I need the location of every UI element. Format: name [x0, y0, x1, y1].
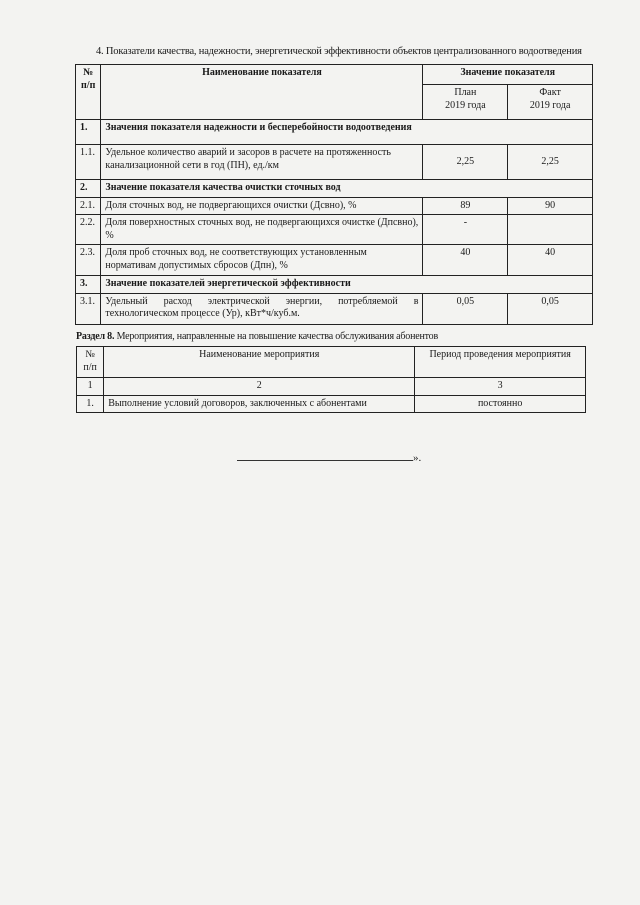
measure-name: Выполнение условий договоров, заключенных с абонентами: [104, 395, 415, 413]
plan-label: План: [454, 87, 477, 98]
table-row: [76, 245, 593, 276]
table-row: [76, 293, 593, 324]
row-num: 2.1.: [76, 197, 101, 215]
table-row: [76, 145, 593, 180]
section-title: Значение показателя качества очистки сточных вод: [101, 180, 593, 198]
fact-value: [508, 215, 593, 245]
row-num: 3.1.: [76, 293, 101, 324]
row-num: 1.: [77, 395, 104, 413]
indicator-name: Доля сточных вод, не подвергающихся очистки (Дсвно), %: [101, 197, 423, 215]
section-row-2: [76, 180, 593, 198]
plan-value: 40: [423, 245, 508, 276]
fact-value: 0,05: [508, 293, 593, 324]
indicator-name: Доля поверхностных сточных вод, не подвергающихся очистке (Дпсвно), %: [101, 215, 423, 245]
row-num: 2.2.: [76, 215, 101, 245]
section-title: Значение показателей энергетической эффективности: [101, 276, 593, 294]
plan-value: -: [423, 215, 508, 245]
index-name: 2: [104, 378, 415, 396]
col-header-num: № п/п: [77, 347, 104, 378]
col-header-measure-name: Наименование мероприятия: [104, 347, 415, 378]
col-header-name: Наименование показателя: [101, 65, 423, 120]
col-header-plan: [423, 85, 508, 120]
indicator-name: Удельный расход электрической энергии, потребляемой в технологическом процессе (Ур), кВт*ч/куб.м.: [101, 293, 423, 324]
closing-mark: ».: [413, 452, 422, 464]
row-num: 2.: [76, 180, 101, 198]
indicator-name: Доля проб сточных вод, не соответствующих установленным нормативам допустимых сбросов (Дпн), %: [101, 245, 423, 276]
section-row-3: [76, 276, 593, 294]
indicators-table: [75, 64, 593, 325]
section-8-heading: [76, 331, 438, 342]
row-num: 2.3.: [76, 245, 101, 276]
signature-line: [237, 452, 413, 461]
section-8-label: Раздел 8.: [76, 331, 115, 342]
section-row-1: [76, 120, 593, 145]
col-header-fact: [508, 85, 593, 120]
plan-year: 2019 года: [445, 99, 486, 111]
index-period: 3: [415, 378, 586, 396]
row-num: 1.1.: [76, 145, 101, 180]
section-8-title: Мероприятия, направленные на повышение качества обслуживания абонентов: [114, 331, 438, 342]
table-row: [76, 215, 593, 245]
indicator-name: Удельное количество аварий и засоров в расчете на протяженность канализационной сети в год (ПН), ед./км: [101, 145, 423, 180]
index-row: [77, 378, 586, 396]
table-row: [76, 197, 593, 215]
index-num: 1: [77, 378, 104, 396]
col-header-value: Значение показателя: [423, 65, 593, 85]
table-row: [77, 395, 586, 413]
section-title: Значения показателя надежности и бесперебойности водоотведения: [101, 120, 593, 145]
fact-value: 40: [508, 245, 593, 276]
plan-value: 0,05: [423, 293, 508, 324]
fact-year: 2019 года: [529, 99, 571, 111]
section-4-heading: 4. Показатели качества, надежности, энергетической эффективности объектов централизованного водоотведения: [96, 46, 582, 57]
row-num: 1.: [76, 120, 101, 145]
fact-label: Факт: [539, 87, 561, 98]
measures-table: [76, 346, 586, 413]
measure-period: постоянно: [415, 395, 586, 413]
plan-value: 2,25: [423, 145, 508, 180]
closing-signature: [237, 452, 421, 464]
col-header-period: Период проведения мероприятия: [415, 347, 586, 378]
fact-value: 90: [508, 197, 593, 215]
plan-value: 89: [423, 197, 508, 215]
col-header-num: № п/п: [76, 65, 101, 120]
row-num: 3.: [76, 276, 101, 294]
fact-value: 2,25: [508, 145, 593, 180]
